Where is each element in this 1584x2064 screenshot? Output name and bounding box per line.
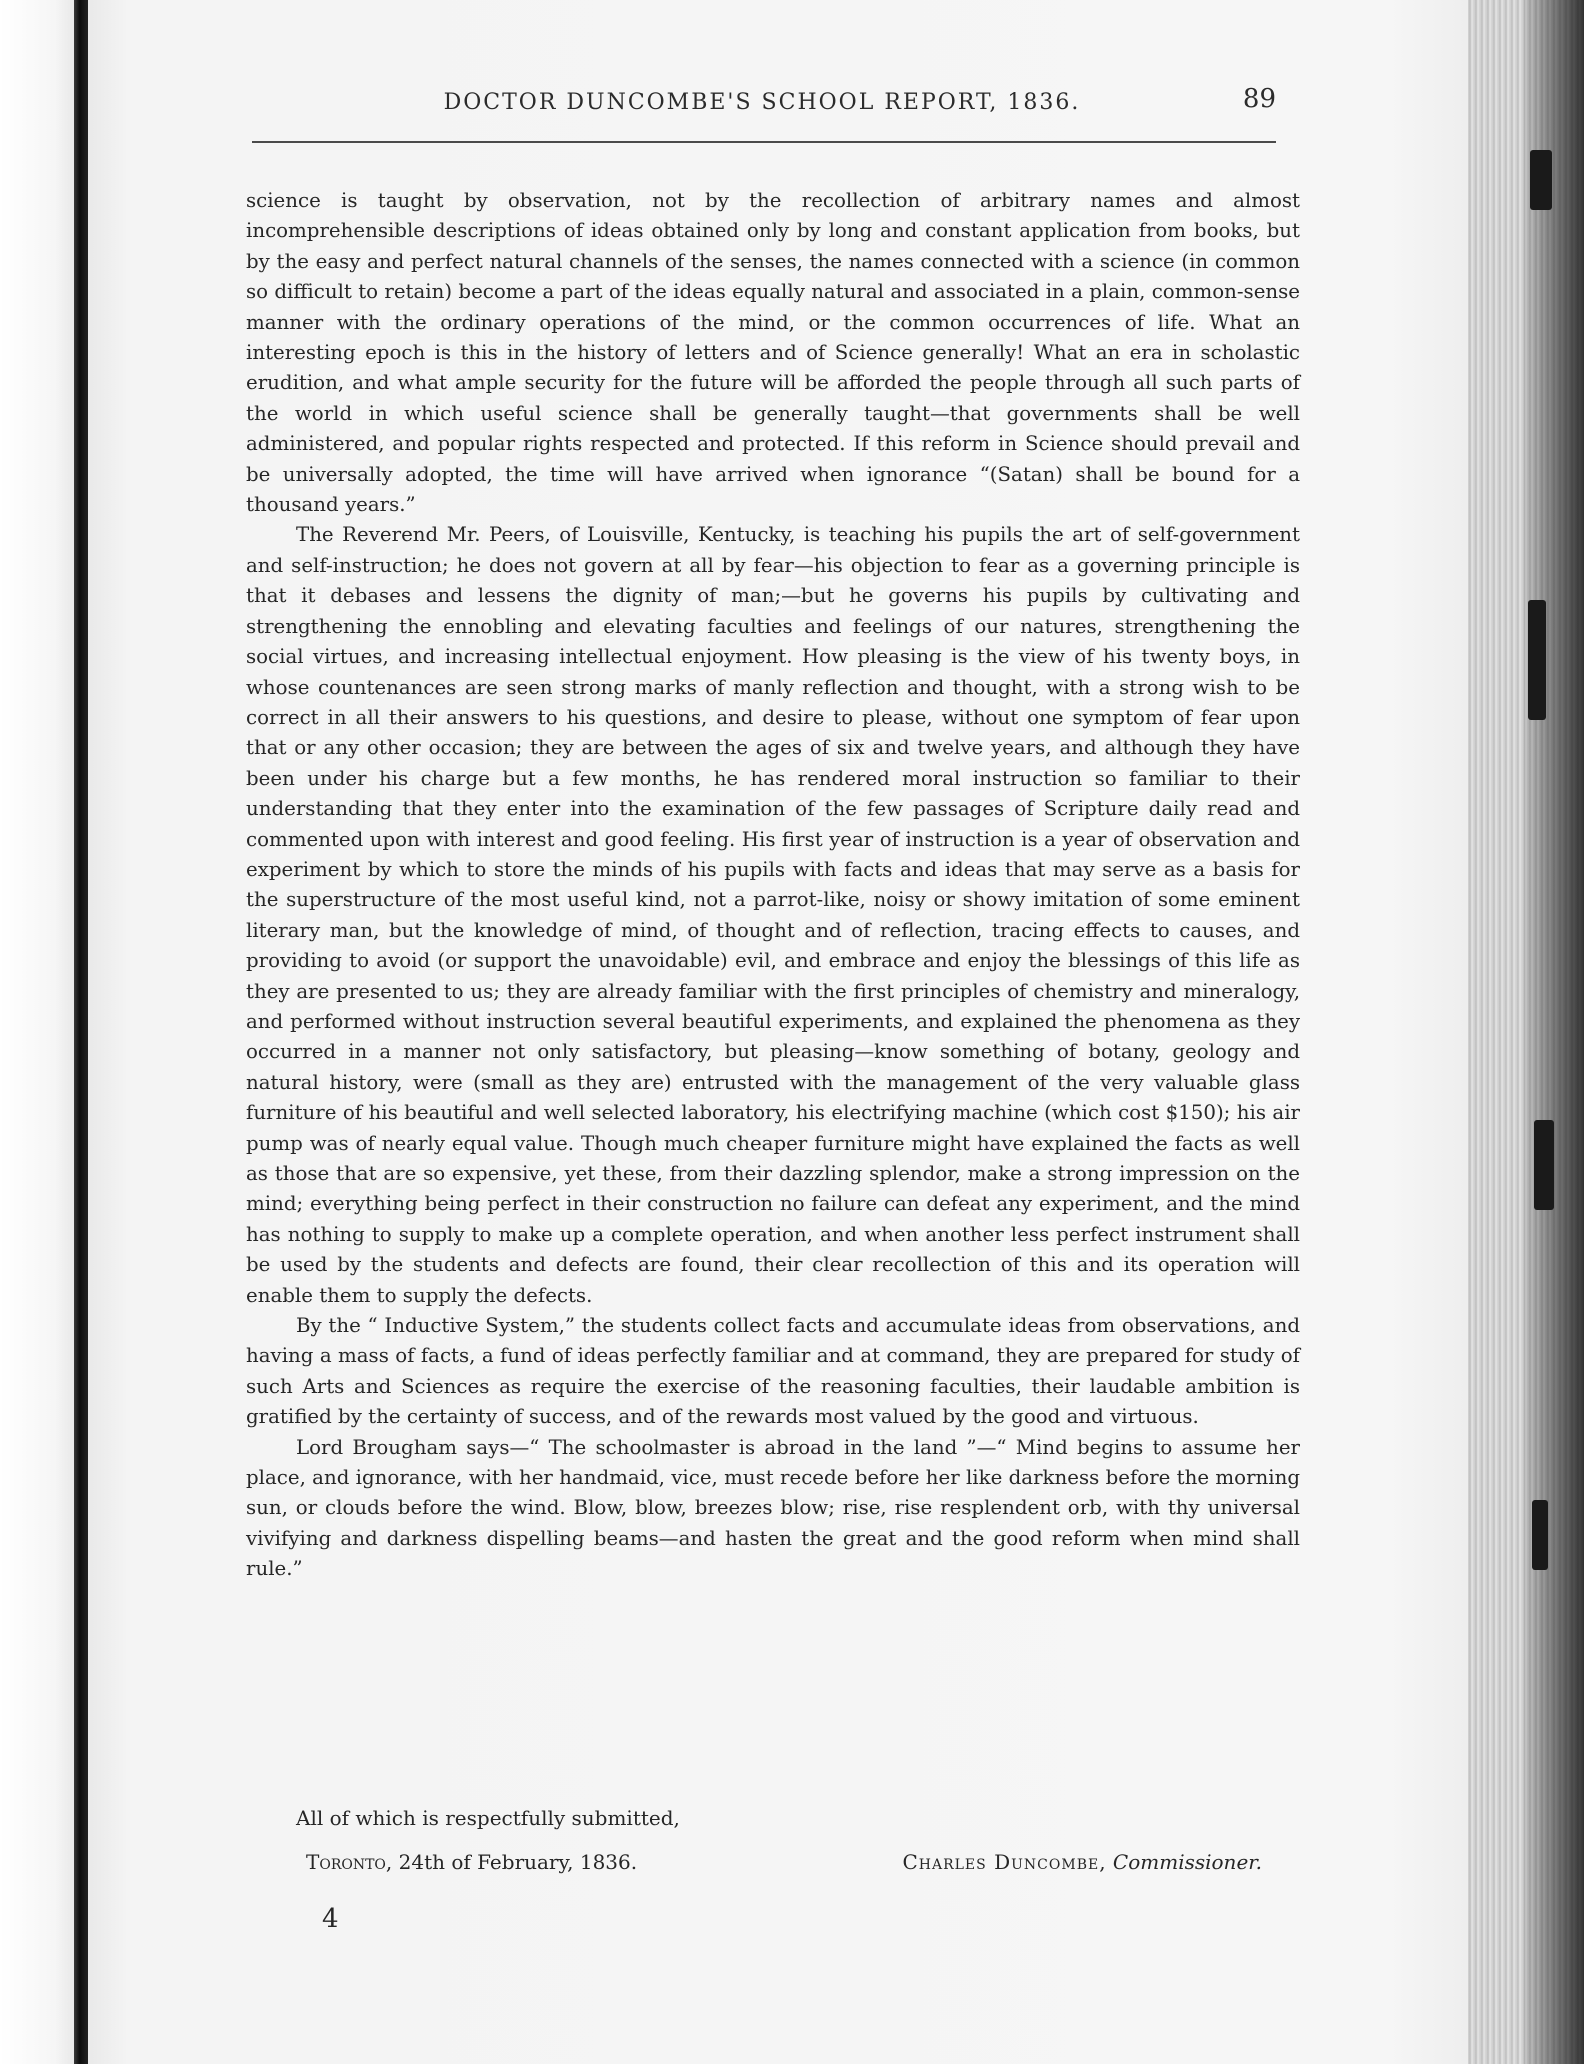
- paragraph: By the “ Inductive System,” the students collect facts and accumulate ideas from observations, and having a mass of facts, a fund of ideas perfectly familiar and at command, they are prepared for study of such Arts and Sciences as require the exercise of the reasoning faculties, their laudable ambition is gratified by the certainty of success, and of the rewards most valued by the good and virtuous.: [246, 1314, 1300, 1429]
- page-edge-tear: [1528, 600, 1546, 720]
- signature-name: Charles Duncombe,: [902, 1850, 1107, 1874]
- signature-title: Commissioner.: [1112, 1850, 1262, 1874]
- header-rule: [252, 141, 1276, 143]
- signature-row: [246, 1850, 1300, 1884]
- signature-mark: 4: [322, 1904, 339, 1934]
- facing-page-edge: [0, 0, 78, 2064]
- paragraph: science is taught by observation, not by the recollection of arbitrary names and almost incomprehensible descriptions of ideas obtained only by long and constant application from books, but by the easy and perfect natural channels of the senses, the names connected with a science (in common so difficult to retain) become a part of the ideas equally natural and associated in a plain, common-sense manner with the ordinary operations of the mind, or the common occurrences of life. What an interesting epoch is this in the history of letters and of Science generally! What an era in scholastic erudition, and what ample security for the future will be afforded the people through all such parts of the world in which useful science shall be generally taught—that governments shall be well administered, and popular rights respected and protected. If this reform in Science should prevail and be universally adopted, the time will have arrived when ignorance “(Satan) shall be bound for a thousand years.”: [246, 189, 1300, 517]
- closing-line: All of which is respectfully submitted,: [296, 1806, 680, 1830]
- signature: [902, 1850, 1262, 1874]
- book-gutter: [74, 0, 88, 2064]
- page-edge-tear: [1532, 1500, 1548, 1570]
- running-title: DOCTOR DUNCOMBE'S SCHOOL REPORT, 1836.: [443, 90, 1081, 115]
- page-edge-tear: [1530, 150, 1552, 210]
- signoff: [246, 1806, 1300, 1884]
- page-number: 89: [1242, 84, 1276, 114]
- paragraph: Lord Brougham says—“ The schoolmaster is abroad in the land ”—“ Mind begins to assume her place, and ignorance, with her handmaid, vice, must recede before her like darkness before the morning sun, or clouds before the wind. Blow, blow, breezes blow; rise, rise resplendent orb, with thy universal vivifying and darkness dispelling beams—and hasten the great and the good reform when mind shall rule.”: [246, 1435, 1300, 1581]
- page-edges-shadow: [1524, 0, 1584, 2064]
- paragraph: The Reverend Mr. Peers, of Louisville, Kentucky, is teaching his pupils the art of self-government and self-instruction; he does not govern at all by fear—his objection to fear as a governing principle is that it debases and lessens the dignity of man;—but he governs his pupils by cultivating and strengthening the ennobling and elevating faculties and feelings of our natures, strengthening the social virtues, and increasing intellectual enjoyment. How pleasing is the view of his twenty boys, in whose countenances are seen strong marks of manly reflection and thought, with a strong wish to be correct in all their answers to his questions, and desire to please, without one symptom of fear upon that or any other occasion; they are between the ages of six and twelve years, and although they have been under his charge but a few months, he has rendered moral instruction so familiar to their understanding that they enter into the examination of the few passages of Scripture daily read and commented upon with interest and good feeling. His first year of instruction is a year of observation and experiment by which to store the minds of his pupils with facts and ideas that may serve as a basis for the superstructure of the most useful kind, not a parrot-like, noisy or showy imitation of some eminent literary man, but the knowledge of mind, of thought and of reflection, tracing effects to causes, and providing to avoid (or support the unavoidable) evil, and embrace and enjoy the blessings of this life as they are presented to us; they are already familiar with the first principles of chemistry and mineralogy, and performed without instruction several beautiful experiments, and explained the phenomena as they occurred in a manner not only satisfactory, but pleasing—know something of botany, geology and natural history, were (small as they are) entrusted with the management of the very valuable glass furniture of his beautiful and well selected laboratory, his electrifying machine (which cost $150); his air pump was of nearly equal value. Though much cheaper furniture might have explained the facts as well as those that are so expensive, yet these, from their dazzling splendor, make a strong impression on the mind; everything being perfect in their construction no failure can defeat any experiment, and the mind has nothing to supply to make up a complete operation, and when another less perfect instrument shall be used by the students and defects are found, their clear recollection of this and its operation will enable them to supply the defects.: [246, 523, 1300, 1307]
- body-text: [246, 186, 1300, 1585]
- place: Toronto: [306, 1850, 386, 1874]
- running-head: [248, 84, 1276, 124]
- date: , 24th of February, 1836.: [385, 1850, 638, 1874]
- place-date: [306, 1850, 637, 1874]
- page-edge-tear: [1534, 1120, 1554, 1210]
